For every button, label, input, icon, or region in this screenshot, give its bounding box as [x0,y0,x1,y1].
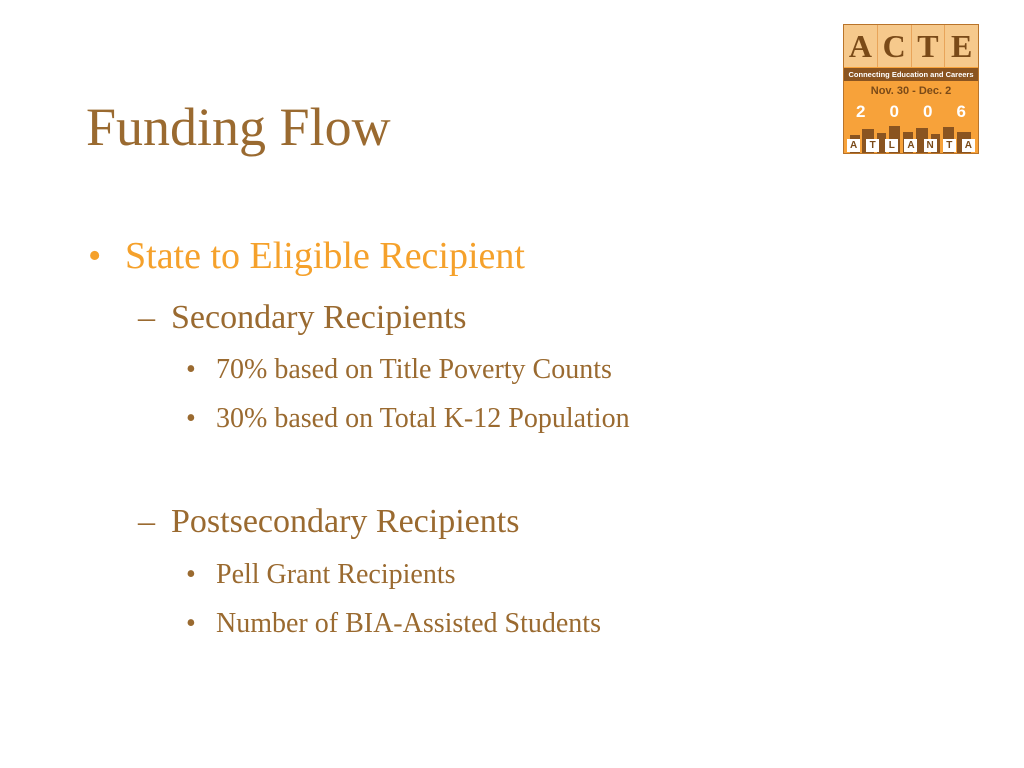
list-item [186,561,456,589]
bullet-marker: • [186,608,196,639]
logo-letter: A [844,25,878,67]
logo-city-letter: A [847,139,860,152]
bullet-marker: • [186,559,196,590]
logo-year-digit: 0 [889,102,899,121]
list-item-text: Number of BIA-Assisted Students [216,608,601,639]
logo-letter: E [945,25,978,67]
bullet-text: State to Eligible Recipient [125,235,525,277]
subheading-text: Postsecondary Recipients [171,503,520,540]
logo-city-letter: A [962,139,975,152]
logo-city-letter: T [943,139,956,152]
logo-year [844,102,978,122]
bullet-marker: • [186,354,196,385]
logo-city [844,138,978,153]
logo-dates: Nov. 30 - Dec. 2 [870,85,952,97]
logo-letter: T [912,25,946,67]
bullet-marker: • [88,235,102,277]
logo-year-digit: 2 [856,102,866,121]
list-item-text: 70% based on Title Poverty Counts [216,354,612,385]
logo-year-digit: 6 [956,102,966,121]
list-item [186,405,630,433]
slide-title: Funding Flow [86,97,391,157]
logo-letter: C [878,25,912,67]
logo-letters [844,25,978,67]
subheading-secondary [138,301,467,335]
list-item [186,610,601,638]
dash-marker: – [138,503,155,540]
subheading-postsecondary [138,505,519,539]
logo-year-digit: 0 [923,102,933,121]
logo-city-letter: N [924,139,937,152]
list-item [186,356,612,384]
list-item-text: 30% based on Total K-12 Population [216,403,630,434]
bullet-state-to-recipient [88,237,525,275]
acte-logo [843,24,979,154]
logo-city-letter: T [866,139,879,152]
logo-city-letter: L [885,139,898,152]
logo-city-letter: A [904,139,917,152]
bullet-marker: • [186,403,196,434]
subheading-text: Secondary Recipients [171,299,467,336]
dash-marker: – [138,299,155,336]
list-item-text: Pell Grant Recipients [216,559,456,590]
logo-tagline: Connecting Education and Careers [844,68,978,81]
